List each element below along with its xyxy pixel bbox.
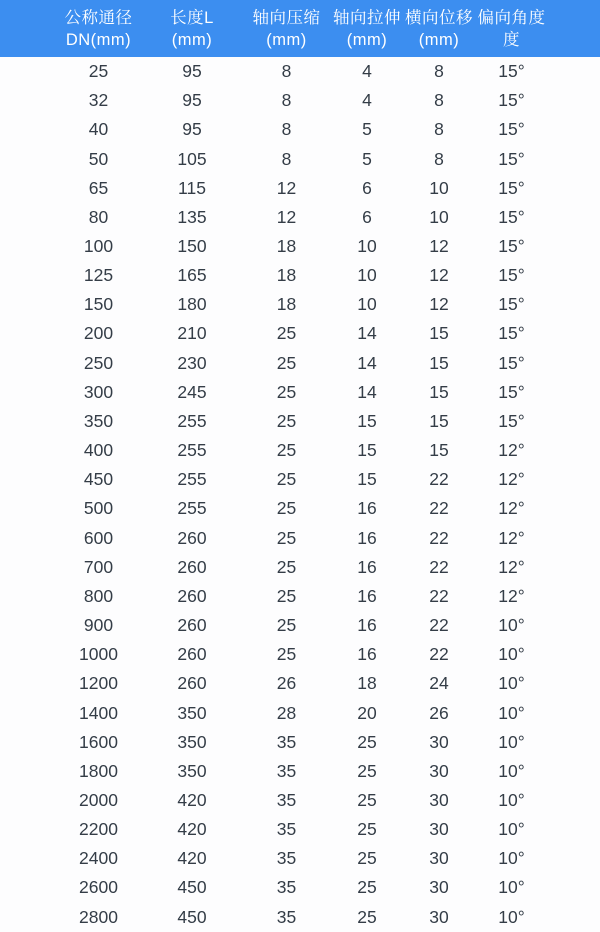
table-cell: 18 (276, 265, 297, 286)
column-title: 轴向压缩 (252, 8, 321, 27)
table-cell: 255 (177, 498, 207, 519)
table-cell: 10° (498, 702, 525, 723)
table-cell: 450 (177, 906, 207, 927)
table-cell: 26 (276, 673, 297, 694)
table-cell: 25 (357, 877, 377, 898)
table-row (0, 319, 600, 348)
table-cell: 22 (429, 469, 449, 490)
table-cell: 10° (498, 848, 525, 869)
table-row (0, 757, 600, 786)
table-cell: 200 (83, 323, 114, 344)
table-cell: 15° (498, 265, 525, 286)
table-cell: 1800 (79, 760, 118, 781)
table-cell: 2800 (79, 906, 118, 927)
column-header-3 (242, 7, 331, 51)
table-cell: 25 (276, 498, 297, 519)
table-cell: 22 (429, 498, 449, 519)
column-header-4 (331, 7, 403, 51)
table-cell: 300 (83, 381, 114, 402)
table-cell: 15° (498, 381, 525, 402)
table-row (0, 436, 600, 465)
table-cell: 20 (357, 702, 377, 723)
table-cell: 1000 (79, 644, 118, 665)
table-cell: 12 (276, 177, 297, 198)
table-cell: 25 (276, 323, 297, 344)
table-cell: 35 (276, 731, 297, 752)
table-cell: 400 (83, 440, 114, 461)
table-cell: 10° (498, 789, 525, 810)
table-cell: 16 (357, 615, 377, 636)
table-cell: 10° (498, 877, 525, 898)
table-row (0, 378, 600, 407)
table-cell: 40 (88, 119, 109, 140)
table-cell: 350 (177, 760, 207, 781)
table-cell: 8 (434, 148, 444, 169)
table-cell: 22 (429, 644, 449, 665)
table-cell: 2600 (79, 877, 118, 898)
table-cell: 80 (88, 206, 109, 227)
table-cell: 14 (357, 323, 377, 344)
table-cell: 10° (498, 615, 525, 636)
table-cell: 24 (429, 673, 449, 694)
table-cell: 25 (276, 410, 297, 431)
table-cell: 115 (178, 177, 206, 198)
table-cell: 150 (177, 236, 207, 257)
table-cell: 25 (276, 440, 297, 461)
table-row (0, 873, 600, 902)
table-cell: 15 (429, 410, 449, 431)
table-cell: 25 (276, 615, 297, 636)
table-cell: 25 (276, 527, 297, 548)
table-row (0, 115, 600, 144)
table-cell: 95 (182, 61, 202, 82)
table-cell: 420 (177, 819, 207, 840)
table-cell: 10° (498, 673, 525, 694)
table-cell: 6 (362, 177, 372, 198)
table-cell: 35 (276, 789, 297, 810)
table-cell: 15 (429, 381, 449, 402)
table-cell: 15° (498, 148, 525, 169)
table-cell: 10° (498, 906, 525, 927)
table-row (0, 815, 600, 844)
table-row (0, 553, 600, 582)
table-row (0, 407, 600, 436)
table-cell: 600 (83, 527, 114, 548)
column-title: 偏向角度 (477, 8, 546, 27)
table-cell: 15° (498, 177, 525, 198)
table-cell: 35 (276, 760, 297, 781)
table-cell: 12 (429, 265, 449, 286)
table-cell: 8 (434, 90, 444, 111)
table-cell: 12 (429, 294, 449, 315)
table-cell: 95 (182, 119, 202, 140)
table-cell: 15 (429, 352, 449, 373)
table-cell: 22 (429, 615, 449, 636)
table-cell: 25 (276, 585, 297, 606)
table-cell: 15° (498, 410, 525, 431)
table-row (0, 232, 600, 261)
table-cell: 35 (276, 877, 297, 898)
table-cell: 65 (88, 177, 109, 198)
table-cell: 30 (429, 819, 449, 840)
table-cell: 4 (362, 90, 372, 111)
table-cell: 16 (357, 585, 377, 606)
table-cell: 260 (177, 615, 207, 636)
table-cell: 245 (177, 381, 207, 402)
table-cell: 8 (281, 119, 292, 140)
table-cell: 12 (429, 236, 449, 257)
table-cell: 8 (281, 148, 292, 169)
table-cell: 16 (357, 498, 377, 519)
table-row (0, 57, 600, 86)
table-cell: 22 (429, 527, 449, 548)
table-cell: 15 (429, 440, 449, 461)
column-unit: 度 (503, 30, 520, 49)
column-unit: (mm) (266, 30, 307, 49)
table-cell: 900 (83, 615, 114, 636)
table-cell: 8 (281, 61, 292, 82)
table-row (0, 903, 600, 932)
table-cell: 8 (434, 61, 444, 82)
table-row (0, 640, 600, 669)
table-cell: 12 (276, 206, 297, 227)
column-unit: (mm) (418, 30, 460, 49)
column-header-2 (142, 7, 242, 51)
table-cell: 32 (88, 90, 109, 111)
table-cell: 105 (177, 148, 207, 169)
table-cell: 350 (177, 731, 207, 752)
table-cell: 2200 (79, 819, 118, 840)
table-cell: 10 (429, 206, 449, 227)
column-title: 长度L (170, 8, 214, 27)
table-cell: 8 (281, 90, 292, 111)
table-cell: 5 (362, 119, 372, 140)
column-unit: DN(mm) (65, 30, 132, 49)
table-cell: 125 (83, 265, 114, 286)
table-cell: 25 (88, 61, 109, 82)
table-cell: 25 (276, 469, 297, 490)
table-row (0, 290, 600, 319)
table-cell: 700 (83, 556, 114, 577)
table-row (0, 86, 600, 115)
table-cell: 210 (177, 323, 207, 344)
table-cell: 25 (276, 352, 297, 373)
table-cell: 250 (83, 352, 114, 373)
column-header-1 (0, 7, 142, 51)
table-cell: 15 (357, 440, 377, 461)
table-body (0, 57, 600, 932)
table-cell: 16 (357, 556, 377, 577)
table-cell: 12° (498, 556, 525, 577)
table-cell: 255 (177, 410, 207, 431)
table-cell: 10° (498, 819, 525, 840)
table-cell: 18 (357, 673, 377, 694)
table-cell: 25 (357, 789, 377, 810)
table-row (0, 524, 600, 553)
table-cell: 50 (88, 148, 109, 169)
table-cell: 420 (177, 848, 207, 869)
table-header-row (0, 0, 600, 57)
table-row (0, 349, 600, 378)
table-row (0, 174, 600, 203)
table-cell: 25 (276, 644, 297, 665)
table-cell: 255 (177, 440, 207, 461)
table-cell: 260 (177, 585, 207, 606)
table-cell: 30 (429, 906, 449, 927)
table-cell: 1400 (79, 702, 118, 723)
table-cell: 2000 (79, 789, 118, 810)
table-cell: 180 (177, 294, 207, 315)
table-cell: 260 (177, 644, 207, 665)
table-cell: 22 (429, 556, 449, 577)
table-cell: 14 (357, 381, 377, 402)
table-row (0, 611, 600, 640)
table-cell: 500 (83, 498, 114, 519)
table-cell: 6 (362, 206, 372, 227)
table-row (0, 582, 600, 611)
table-cell: 25 (357, 906, 377, 927)
table-cell: 25 (357, 760, 377, 781)
table-cell: 350 (83, 410, 114, 431)
table-cell: 15 (357, 410, 377, 431)
table-cell: 30 (429, 789, 449, 810)
table-cell: 135 (177, 206, 207, 227)
table-cell: 800 (83, 585, 114, 606)
table-row (0, 465, 600, 494)
table-row (0, 261, 600, 290)
table-cell: 420 (177, 789, 207, 810)
column-unit: (mm) (171, 30, 213, 49)
table-cell: 15° (498, 352, 525, 373)
table-cell: 12° (498, 469, 525, 490)
table-cell: 95 (182, 90, 202, 111)
table-cell: 10 (357, 236, 377, 257)
table-cell: 35 (276, 848, 297, 869)
table-cell: 260 (177, 556, 207, 577)
table-cell: 15° (498, 206, 525, 227)
column-header-6 (475, 7, 600, 51)
table-cell: 25 (276, 381, 297, 402)
column-title: 横向位移 (405, 8, 473, 27)
table-cell: 10 (357, 265, 377, 286)
table-row (0, 203, 600, 232)
column-title: 公称通径 (64, 8, 133, 27)
table-row (0, 494, 600, 523)
table-cell: 14 (357, 352, 377, 373)
table-cell: 2400 (79, 848, 118, 869)
table-cell: 8 (434, 119, 444, 140)
column-header-5 (403, 7, 475, 51)
table-row (0, 669, 600, 698)
table-cell: 450 (83, 469, 114, 490)
table-cell: 35 (276, 906, 297, 927)
table-cell: 5 (362, 148, 372, 169)
table-cell: 10° (498, 644, 525, 665)
table-cell: 16 (357, 644, 377, 665)
table-cell: 230 (177, 352, 207, 373)
table-row (0, 698, 600, 727)
table-cell: 26 (429, 702, 449, 723)
table-cell: 15° (498, 323, 525, 344)
table-cell: 260 (177, 673, 207, 694)
table-cell: 15° (498, 90, 525, 111)
table-cell: 30 (429, 877, 449, 898)
table-row (0, 728, 600, 757)
table-cell: 10 (357, 294, 377, 315)
table-cell: 25 (357, 819, 377, 840)
table-cell: 150 (83, 294, 114, 315)
table-cell: 18 (276, 294, 297, 315)
table-cell: 15° (498, 236, 525, 257)
column-title: 轴向拉伸 (333, 8, 401, 27)
table-cell: 30 (429, 760, 449, 781)
table-cell: 12° (498, 527, 525, 548)
table-row (0, 844, 600, 873)
table-cell: 30 (429, 731, 449, 752)
table-cell: 22 (429, 585, 449, 606)
table-cell: 15° (498, 61, 525, 82)
table-cell: 25 (276, 556, 297, 577)
table-cell: 10° (498, 760, 525, 781)
table-cell: 25 (357, 848, 377, 869)
table-cell: 12° (498, 585, 525, 606)
table-cell: 15° (498, 119, 525, 140)
table-cell: 16 (357, 527, 377, 548)
table-cell: 255 (177, 469, 207, 490)
table-cell: 15° (498, 294, 525, 315)
table-cell: 30 (429, 848, 449, 869)
table-cell: 165 (177, 265, 207, 286)
column-unit: (mm) (346, 30, 388, 49)
table-cell: 25 (357, 731, 377, 752)
table-cell: 28 (276, 702, 297, 723)
table-cell: 10 (429, 177, 449, 198)
table-cell: 350 (177, 702, 207, 723)
table-cell: 12° (498, 498, 525, 519)
table-cell: 10° (498, 731, 525, 752)
table-cell: 4 (362, 61, 372, 82)
table-cell: 1200 (79, 673, 118, 694)
table-cell: 1600 (79, 731, 118, 752)
table-cell: 450 (177, 877, 207, 898)
table-cell: 15 (357, 469, 377, 490)
table-row (0, 786, 600, 815)
table-cell: 260 (177, 527, 207, 548)
table-cell: 100 (83, 236, 114, 257)
table-cell: 12° (498, 440, 525, 461)
table-cell: 18 (276, 236, 297, 257)
table-cell: 15 (429, 323, 449, 344)
table-row (0, 144, 600, 173)
table-cell: 35 (276, 819, 297, 840)
